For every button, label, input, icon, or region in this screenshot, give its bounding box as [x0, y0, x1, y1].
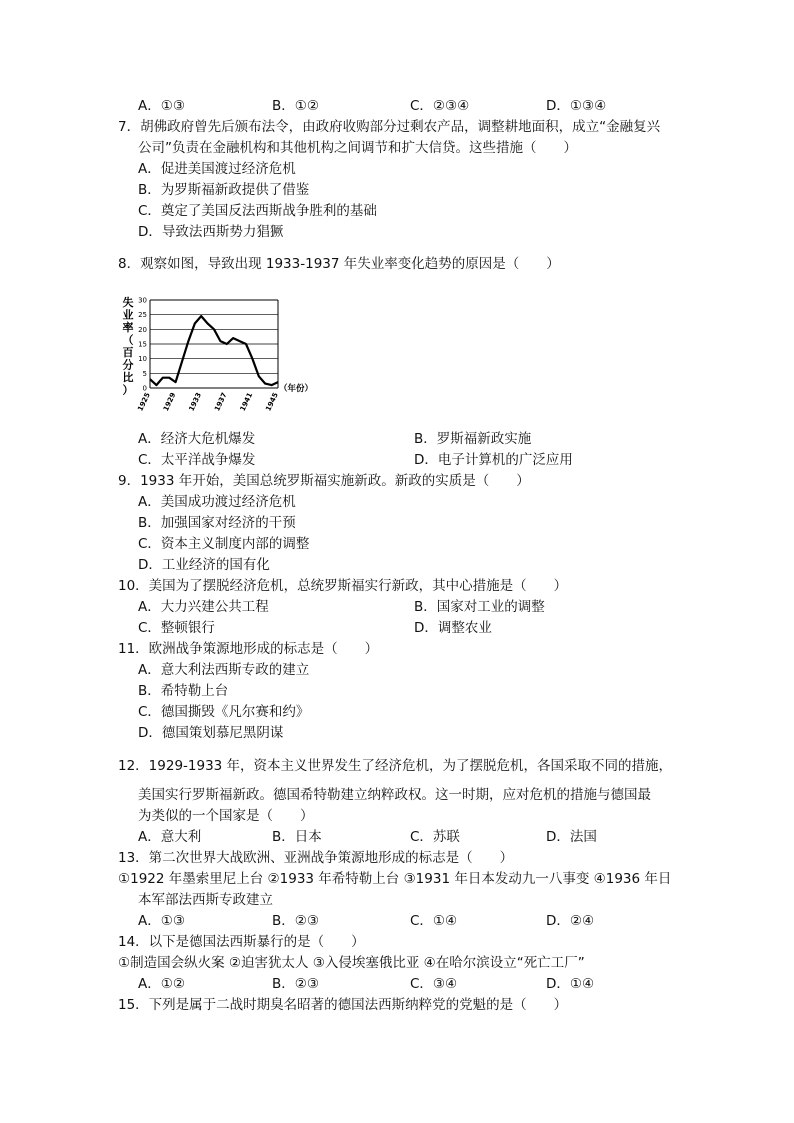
question-8-stem: 8．观察如图，导致出现 1933-1937 年失业率变化趋势的原因是（ ） — [118, 256, 560, 272]
option-b: B．①② — [272, 98, 319, 114]
option-b: B．国家对工业的调整 — [414, 599, 545, 615]
question-14-stem: 14．以下是德国法西斯暴行的是（ ） — [118, 934, 365, 950]
y-tick-label: 5 — [142, 369, 147, 378]
x-tick-label: 1945 — [264, 391, 280, 413]
x-tick-label: 1929 — [161, 391, 178, 413]
question-7-stem-cont: 公司”负责在金融机构和其他机构之间调节和扩大信贷。这些措施（ ） — [138, 140, 577, 156]
x-tick-labels — [136, 391, 280, 412]
option-a: A．①③ — [138, 913, 185, 929]
option-a: A．意大利 — [138, 829, 202, 845]
option-d: D．法国 — [546, 829, 597, 845]
option-a: A．①② — [138, 976, 185, 992]
x-axis-label: （年份） — [279, 384, 314, 394]
option-b: B．罗斯福新政实施 — [414, 431, 532, 447]
question-11-stem: 11．欧洲战争策源地形成的标志是（ ） — [118, 641, 379, 657]
option-b: B．日本 — [272, 829, 322, 845]
question-13-items-cont: 本军部法西斯专政建立 — [138, 892, 273, 908]
x-tick-label: 1925 — [136, 391, 152, 413]
option-a: A．美国成功渡过经济危机 — [138, 494, 296, 510]
option-d: D．①④ — [546, 976, 595, 992]
option-b: B．希特勒上台 — [138, 683, 229, 699]
y-tick-label: 20 — [138, 325, 147, 334]
y-axis-label-char: （ — [122, 333, 134, 347]
option-c: C．奠定了美国反法西斯战争胜利的基础 — [138, 203, 377, 219]
option-d: D．德国策划慕尼黑阴谋 — [138, 725, 284, 741]
question-14-items: ①制造国会纵火案 ②迫害犹太人 ③入侵埃塞俄比亚 ④在哈尔滨设立“死亡工厂” — [118, 955, 585, 971]
y-axis-label-char: 率 — [122, 321, 134, 334]
option-a: A．①③ — [138, 98, 185, 114]
x-tick-label: 1941 — [238, 391, 255, 413]
question-13-stem: 13．第二次世界大战欧洲、亚洲战争策源地形成的标志是（ ） — [118, 850, 514, 866]
unemployment-series-line — [150, 316, 278, 385]
option-b: B．②③ — [272, 913, 319, 929]
option-c: C．③④ — [410, 976, 458, 992]
question-10-stem: 10．美国为了摆脱经济危机，总统罗斯福实行新政，其中心措施是（ ） — [118, 578, 568, 594]
x-tick-label: 1937 — [213, 391, 229, 413]
y-tick-label: 30 — [138, 296, 147, 305]
y-tick-label: 10 — [138, 355, 147, 364]
option-d: D．②④ — [546, 913, 595, 929]
question-9-stem: 9．1933 年开始，美国总统罗斯福实施新政。新政的实质是（ ） — [118, 473, 530, 489]
option-d: D．调整农业 — [414, 620, 492, 636]
option-c: C．德国撕毁《凡尔赛和约》 — [138, 704, 310, 720]
option-c: C．资本主义制度内部的调整 — [138, 536, 310, 552]
option-c: C．②③④ — [410, 98, 470, 114]
question-7-stem: 7．胡佛政府曾先后颁布法令，由政府收购部分过剩农产品，调整耕地面积，成立“金融复兴 — [118, 119, 661, 135]
y-axis-label-char: 业 — [122, 308, 134, 322]
option-a: A．意大利法西斯专政的建立 — [138, 662, 310, 678]
option-b: B．②③ — [272, 976, 319, 992]
question-12-stem-cont: 美国实行罗斯福新政。德国希特勒建立纳粹政权。这一时期，应对危机的措施与德国最 — [138, 787, 651, 803]
y-axis-label — [123, 295, 134, 397]
option-a: A．促进美国渡过经济危机 — [138, 161, 296, 177]
option-a: A．经济大危机爆发 — [138, 431, 256, 447]
question-12-stem: 12．1929-1933 年，资本主义世界发生了经济危机，为了摆脱危机，各国采取不同的措施， — [118, 758, 673, 774]
option-d: D．导致法西斯势力猖獗 — [138, 224, 284, 240]
question-13-items: ①1922 年墨索里尼上台 ②1933 年希特勒上台 ③1931 年日本发动九一八事变 ④1936 年日 — [118, 871, 672, 887]
y-axis-label-char: 失 — [122, 296, 134, 309]
y-axis-label-char: 分 — [122, 358, 134, 372]
option-c: C．太平洋战争爆发 — [138, 452, 256, 468]
question-15-stem: 15．下列是属于二战时期臭名昭著的德国法西斯纳粹党的党魁的是（ ） — [118, 997, 568, 1013]
option-c: C．苏联 — [410, 829, 460, 845]
y-tick-labels — [138, 297, 147, 393]
unemployment-chart — [118, 294, 314, 413]
option-b: B．为罗斯福新政提供了借鉴 — [138, 182, 310, 198]
option-c: C．整顿银行 — [138, 620, 215, 636]
option-b: B．加强国家对经济的干预 — [138, 515, 296, 531]
y-axis-label-char: ） — [122, 383, 134, 397]
option-a: A．大力兴建公共工程 — [138, 599, 269, 615]
y-tick-label: 0 — [142, 384, 147, 393]
y-tick-label: 15 — [138, 340, 147, 349]
option-d: D．电子计算机的广泛应用 — [414, 452, 573, 468]
y-tick-label: 25 — [138, 311, 147, 320]
option-d: D．工业经济的国有化 — [138, 557, 270, 573]
option-c: C．①④ — [410, 913, 458, 929]
y-axis-label-char: 比 — [122, 371, 134, 384]
x-tick-label: 1933 — [187, 391, 204, 413]
question-12-stem-cont-2: 为类似的一个国家是（ ） — [138, 808, 314, 824]
option-d: D．①③④ — [546, 98, 607, 114]
y-axis-label-char: 百 — [122, 346, 134, 359]
